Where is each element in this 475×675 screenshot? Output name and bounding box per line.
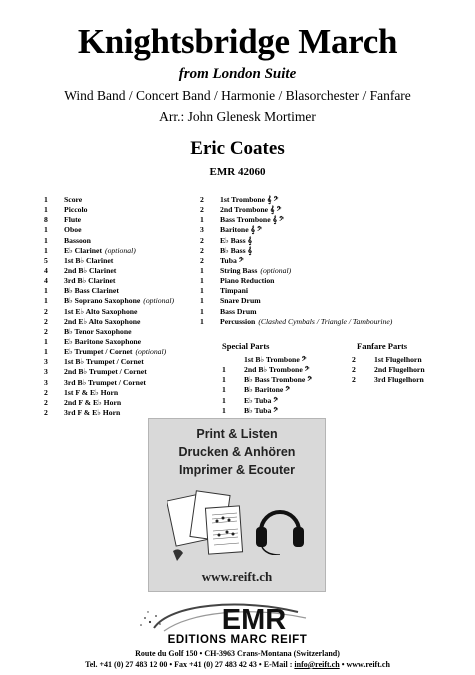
headphones-icon xyxy=(253,499,307,555)
part-quantity: 1 xyxy=(200,306,204,316)
part-row xyxy=(44,236,174,246)
part-quantity: 1 xyxy=(44,245,48,255)
part-name: 1st B♭ Clarinet xyxy=(64,255,114,265)
parts-list-left xyxy=(44,195,174,418)
part-quantity: 1 xyxy=(44,225,48,235)
part-row xyxy=(44,256,174,266)
part-row xyxy=(222,375,312,385)
catalog-number: EMR 42060 xyxy=(209,166,266,178)
publisher-name: EDITIONS MARC REIFT xyxy=(167,634,308,646)
part-quantity: 1 xyxy=(44,205,48,215)
contact-phone-fax: Tel. +41 (0) 27 483 12 00 • Fax +41 (0) 27 483 42 43 • E-Mail : xyxy=(85,660,295,669)
part-row xyxy=(44,327,174,337)
part-name: Bass Drum xyxy=(220,306,257,316)
part-quantity: 1 xyxy=(200,286,204,296)
part-quantity: 2 xyxy=(352,355,356,364)
part-quantity: 2 xyxy=(44,326,48,336)
part-row xyxy=(44,367,174,377)
part-name: E♭ Clarinet xyxy=(64,245,103,255)
part-note: (optional) xyxy=(143,296,175,306)
part-name: Bassoon xyxy=(64,235,91,245)
part-row xyxy=(222,385,312,395)
part-row xyxy=(44,337,174,347)
part-row xyxy=(44,266,174,276)
part-quantity: 1 xyxy=(222,395,226,405)
title: Knightsbridge March xyxy=(77,22,398,61)
part-quantity: 4 xyxy=(44,276,48,286)
part-quantity: 3 xyxy=(44,367,48,377)
part-name: E♭ Tuba 𝄢 xyxy=(244,395,279,405)
part-row xyxy=(44,246,174,256)
part-quantity: 2 xyxy=(200,205,204,215)
part-row xyxy=(44,296,174,306)
part-row xyxy=(44,347,174,357)
special-parts-list xyxy=(222,355,312,426)
part-row xyxy=(44,195,174,205)
part-row xyxy=(44,388,174,398)
part-name: B♭ Soprano Saxophone xyxy=(64,296,141,306)
part-name: 1st F & E♭ Horn xyxy=(64,387,119,397)
part-name: B♭ Baritone 𝄢 xyxy=(244,385,291,395)
part-quantity: 5 xyxy=(44,255,48,265)
part-row xyxy=(200,307,392,317)
part-quantity: 2 xyxy=(44,316,48,326)
part-row xyxy=(200,225,392,235)
part-name: B♭ Tuba 𝄢 xyxy=(244,405,279,415)
part-row xyxy=(200,195,392,205)
part-name: Tuba 𝄢 xyxy=(220,255,244,265)
part-name: E♭ Trumpet / Cornet xyxy=(64,347,133,357)
part-row xyxy=(44,215,174,225)
part-row xyxy=(352,355,425,365)
fanfare-parts-list xyxy=(352,355,425,385)
part-quantity: 2 xyxy=(44,306,48,316)
part-quantity: 3 xyxy=(44,377,48,387)
part-quantity: 3 xyxy=(44,357,48,367)
part-row xyxy=(352,365,425,375)
part-row xyxy=(200,236,392,246)
print-listen-box[interactable] xyxy=(148,418,326,592)
part-quantity: 8 xyxy=(44,215,48,225)
part-quantity: 1 xyxy=(44,296,48,306)
fanfare-parts-heading: Fanfare Parts xyxy=(357,341,408,351)
arranger: Arr.: John Glenesk Mortimer xyxy=(159,109,316,124)
part-name: Baritone 𝄞 𝄢 xyxy=(220,225,262,235)
part-quantity: 2 xyxy=(44,397,48,407)
part-row xyxy=(44,205,174,215)
promo-line-drucken: Drucken & Anhören xyxy=(178,445,296,459)
part-row xyxy=(200,296,392,306)
part-name: Percussion xyxy=(220,316,256,326)
part-name: 2nd Trombone 𝄞 𝄢 xyxy=(220,205,282,215)
part-quantity: 1 xyxy=(44,235,48,245)
part-row xyxy=(222,406,312,416)
part-quantity: 2 xyxy=(200,255,204,265)
parts-list-right xyxy=(200,195,392,327)
part-row xyxy=(44,225,174,235)
part-quantity: 2 xyxy=(200,235,204,245)
part-quantity: 4 xyxy=(44,265,48,275)
part-note: (optional) xyxy=(105,245,136,255)
band-types: Wind Band / Concert Band / Harmonie / Blasorchester / Fanfare xyxy=(64,88,411,103)
part-name: 2nd B♭ Trumpet / Cornet xyxy=(64,367,147,377)
part-name: 2nd Flugelhorn xyxy=(374,365,425,375)
part-name: Bass Trombone 𝄞 𝄢 xyxy=(220,215,284,225)
part-row xyxy=(222,355,312,365)
part-name: 2nd B♭ Clarinet xyxy=(64,265,117,275)
special-parts-heading: Special Parts xyxy=(222,341,270,351)
part-quantity: 1 xyxy=(44,286,48,296)
part-quantity: 1 xyxy=(200,215,204,225)
promo-line-imprimer: Imprimer & Ecouter xyxy=(178,463,295,477)
part-row xyxy=(200,266,392,276)
part-note: (Clashed Cymbals / Triangle / Tambourine) xyxy=(258,316,393,326)
part-row xyxy=(200,286,392,296)
website-link[interactable]: • www.reift.ch xyxy=(339,660,390,669)
part-row xyxy=(44,357,174,367)
part-row xyxy=(200,246,392,256)
part-quantity: 2 xyxy=(200,195,204,204)
part-name: 3rd B♭ Trumpet / Cornet xyxy=(64,377,146,387)
part-name: B♭ Bass 𝄞 xyxy=(220,245,253,255)
part-quantity: 1 xyxy=(222,375,226,385)
part-row xyxy=(200,205,392,215)
part-name: E♭ Bass 𝄞 xyxy=(220,235,253,245)
part-row xyxy=(44,378,174,388)
part-name: 1st Trombone 𝄞 𝄢 xyxy=(220,195,279,204)
part-quantity: 1 xyxy=(200,316,204,326)
part-quantity: 2 xyxy=(44,407,48,417)
part-name: 1st E♭ Alto Saxophone xyxy=(64,306,138,316)
part-row xyxy=(222,365,312,375)
part-row xyxy=(44,398,174,408)
part-quantity: 1 xyxy=(44,336,48,346)
part-row xyxy=(352,375,425,385)
emr-logo-text: EMR xyxy=(221,604,287,634)
composer: Eric Coates xyxy=(190,138,285,159)
part-name: 2nd B♭ Trombone 𝄢 xyxy=(244,365,310,375)
publisher-address: Route du Golf 150 • CH-3963 Crans-Montana (Switzerland) xyxy=(135,649,340,658)
part-name: 2nd F & E♭ Horn xyxy=(64,397,122,407)
promo-url[interactable]: www.reift.ch xyxy=(201,569,273,584)
sheet-music-icon xyxy=(167,485,249,563)
part-name: Piano Reduction xyxy=(220,276,275,286)
part-name: 3rd F & E♭ Horn xyxy=(64,407,121,417)
part-name: B♭ Tenor Saxophone xyxy=(64,326,132,336)
part-row xyxy=(44,286,174,296)
part-name: 3rd B♭ Clarinet xyxy=(64,276,116,286)
part-name: 1st B♭ Trumpet / Cornet xyxy=(64,357,144,367)
emr-logo xyxy=(130,598,345,634)
part-name: B♭ Bass Trombone 𝄢 xyxy=(244,375,313,385)
part-quantity: 1 xyxy=(222,405,226,415)
part-name: String Bass xyxy=(220,265,258,275)
subtitle: from London Suite xyxy=(178,66,297,82)
part-quantity: 1 xyxy=(200,276,204,286)
part-row xyxy=(200,215,392,225)
part-quantity: 2 xyxy=(44,387,48,397)
part-row xyxy=(200,317,392,327)
part-row xyxy=(44,408,174,418)
part-name: 3rd Flugelhorn xyxy=(374,375,424,385)
part-name: Flute xyxy=(64,215,82,225)
part-row xyxy=(44,276,174,286)
part-name: Oboe xyxy=(64,225,82,235)
part-quantity: 2 xyxy=(200,245,204,255)
part-quantity: 3 xyxy=(200,225,204,235)
part-quantity: 1 xyxy=(222,385,226,395)
part-quantity: 2 xyxy=(352,375,356,385)
promo-line-print-listen: Print & Listen xyxy=(196,427,278,441)
part-quantity: 2 xyxy=(352,365,356,375)
part-row xyxy=(44,307,174,317)
part-quantity: 1 xyxy=(44,347,48,357)
part-name: Score xyxy=(64,195,83,204)
part-name: 1st B♭ Trombone 𝄢 xyxy=(244,355,307,364)
email-link[interactable]: info@reift.ch xyxy=(294,660,340,669)
part-quantity: 1 xyxy=(200,265,204,275)
part-quantity: 1 xyxy=(222,365,226,375)
part-name: Timpani xyxy=(220,286,249,296)
contact-line xyxy=(0,660,475,669)
part-quantity: 1 xyxy=(200,296,204,306)
part-row xyxy=(44,317,174,327)
part-name: B♭ Bass Clarinet xyxy=(64,286,119,296)
part-row xyxy=(200,276,392,286)
part-name: Snare Drum xyxy=(220,296,261,306)
part-name: Piccolo xyxy=(64,205,88,215)
part-row xyxy=(200,256,392,266)
part-name: E♭ Baritone Saxophone xyxy=(64,336,142,346)
part-row xyxy=(222,396,312,406)
part-note: (optional) xyxy=(135,347,167,357)
part-quantity xyxy=(222,355,244,365)
part-name: 2nd E♭ Alto Saxophone xyxy=(64,316,141,326)
part-quantity: 1 xyxy=(44,195,48,204)
part-note: (optional) xyxy=(260,265,292,275)
part-name: 1st Flugelhorn xyxy=(374,355,422,364)
